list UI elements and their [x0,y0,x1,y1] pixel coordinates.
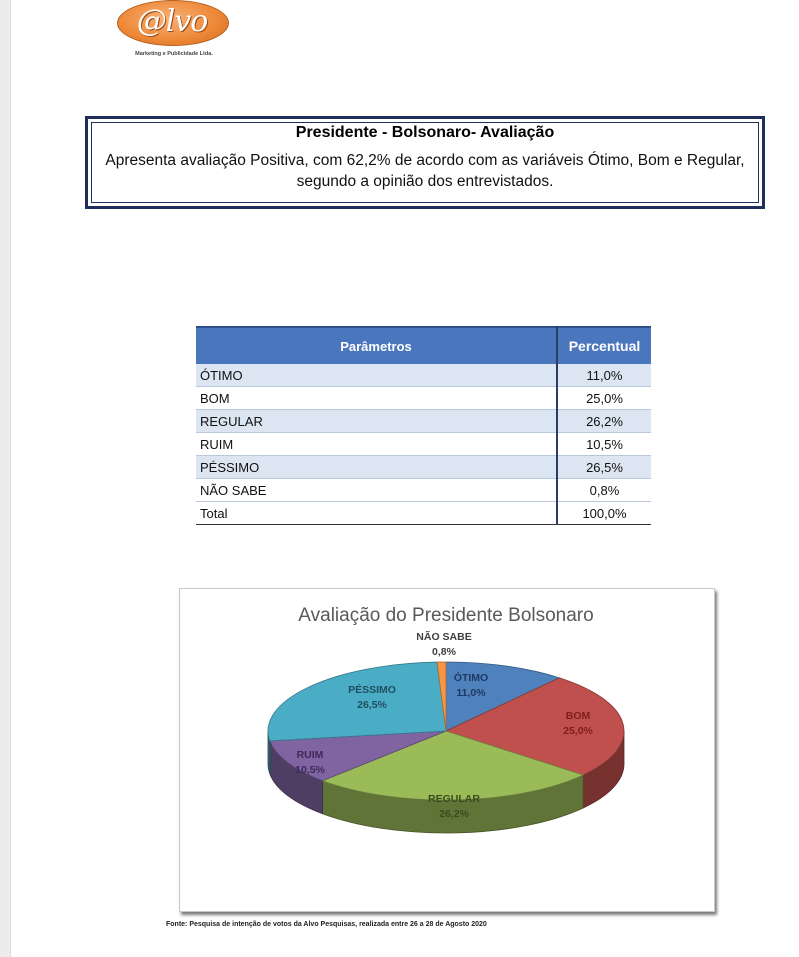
row-label: REGULAR [196,410,557,433]
pie-value-ótimo: 11,0% [456,687,486,699]
pie-value-bom: 25,0% [563,725,593,737]
row-value: 26,2% [557,410,651,433]
total-label: Total [196,502,557,525]
table-row [196,387,651,410]
page-margin-strip [0,0,11,957]
pie-label-ótimo: ÓTIMO [453,672,489,684]
pie-chart-panel [179,588,715,912]
pie-label-bom: BOM [565,710,591,722]
pie-value-péssimo: 26,5% [357,699,387,711]
table-row [196,456,651,479]
headline-title: Presidente - Bolsonaro- Avaliação [295,124,555,141]
header-parametros: Parâmetros [196,327,557,364]
headline-text: Apresenta avaliação Positiva, com 62,2% de acordo com as variáveis Ótimo, Bom e Regular, segundo a opinião dos entrevistados. [105,152,745,190]
row-label: NÃO SABE [196,479,557,502]
logo-tagline: Marketing e Publicidade Ltda. [135,51,213,57]
pie-value-ruim: 10,5% [295,764,325,776]
table-row [196,410,651,433]
table-row [196,433,651,456]
row-value: 26,5% [557,456,651,479]
row-value: 11,0% [557,364,651,387]
row-value: 10,5% [557,433,651,456]
row-label: PÉSSIMO [196,456,557,479]
results-table [196,326,651,525]
row-label: BOM [196,387,557,410]
pie-chart [180,589,714,911]
total-value: 100,0% [557,502,651,525]
pie-label-péssimo: PÉSSIMO [348,684,396,696]
logo-mark: @lvo [136,4,208,39]
pie-label-regular: REGULAR [428,793,480,805]
header-percentual: Percentual [557,327,651,364]
row-label: RUIM [196,433,557,456]
company-logo [110,0,240,62]
table-row [196,364,651,387]
source-note: Fonte: Pesquisa de intenção de votos da Alvo Pesquisas, realizada entre 26 a 28 de Agosto 2020 [166,921,487,928]
headline-box [85,116,765,209]
chart-title: Avaliação do Presidente Bolsonaro [298,605,594,626]
row-value: 0,8% [557,479,651,502]
pie-value-regular: 26,2% [439,808,469,820]
table-header-row [196,327,651,364]
table-total-row [196,502,651,525]
pie-value-não-sabe: 0,8% [432,646,456,658]
pie-label-não-sabe: NÃO SABE [416,631,472,643]
row-value: 25,0% [557,387,651,410]
table-row [196,479,651,502]
row-label: ÓTIMO [196,364,557,387]
pie-label-ruim: RUIM [296,749,324,761]
